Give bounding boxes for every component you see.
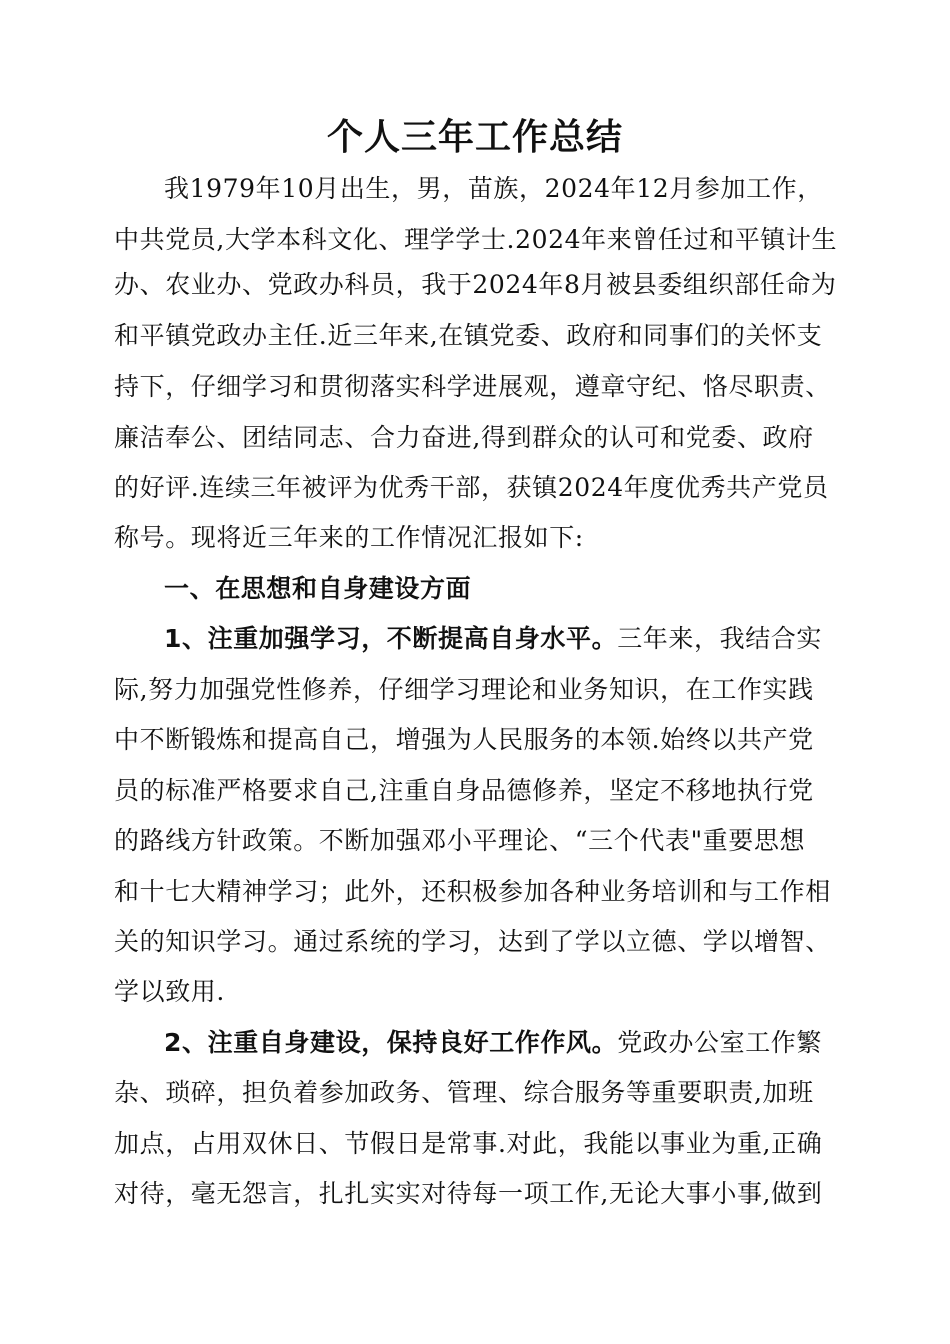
item1-line: 际,努力加强党性修养，仔细学习理论和业务知识，在工作实践 [114,675,814,704]
section-heading: 一、在思想和自身建设方面 [164,574,472,603]
intro-line: 中共党员,大学本科文化、理学学士.2024年来曾任过和平镇计生 [114,225,838,254]
item1-first-line [164,621,822,657]
item2-first-line [164,1025,822,1061]
item2-line: 加点，占用双休日、节假日是常事.对此，我能以事业为重,正确 [114,1129,823,1158]
intro-line: 办、农业办、党政办科员，我于2024年8月被县委组织部任命为 [114,270,837,299]
item2-first-line-text: 党政办公室工作繁 [617,1028,823,1057]
item1-line: 中不断锻炼和提高自己，增强为人民服务的本领.始终以共产党 [114,725,814,754]
item1-line: 关的知识学习。通过系统的学习，达到了学以立德、学以增智、 [114,927,831,956]
intro-line: 我1979年10月出生，男，苗族，2024年12月参加工作， [164,174,823,203]
item1-heading: 1、注重加强学习，不断提高自身水平。 [164,624,618,653]
item2-line: 对待，毫无怨言，扎扎实实对待每一项工作,无论大事小事,做到 [114,1179,823,1208]
item1-line: 员的标准严格要求自己,注重自身品德修养，坚定不移地执行党 [114,776,814,805]
intro-line: 廉洁奉公、团结同志、合力奋进,得到群众的认可和党委、政府 [114,423,814,452]
item1-line: 的路线方针政策。不断加强邓小平理论、“三个代表"重要思想 [114,826,806,855]
item1-line: 学以致用. [114,977,225,1006]
document-title: 个人三年工作总结 [326,117,623,158]
intro-line: 称号。现将近三年来的工作情况汇报如下: [114,523,584,552]
item2-heading: 2、注重自身建设，保持良好工作作风。 [164,1028,618,1057]
intro-line: 和平镇党政办主任.近三年来,在镇党委、政府和同事们的关怀支 [114,321,823,350]
item2-line: 杂、琐碎，担负着参加政务、管理、综合服务等重要职责,加班 [114,1078,814,1107]
item1-line: 和十七大精神学习；此外，还积极参加各种业务培训和与工作相 [114,877,831,906]
intro-line: 持下，仔细学习和贯彻落实科学进展观，遵章守纪、恪尽职责、 [114,372,831,401]
item1-first-line-text: 三年来，我结合实 [617,624,823,653]
intro-line: 的好评.连续三年被评为优秀干部，获镇2024年度优秀共产党员 [114,473,829,502]
